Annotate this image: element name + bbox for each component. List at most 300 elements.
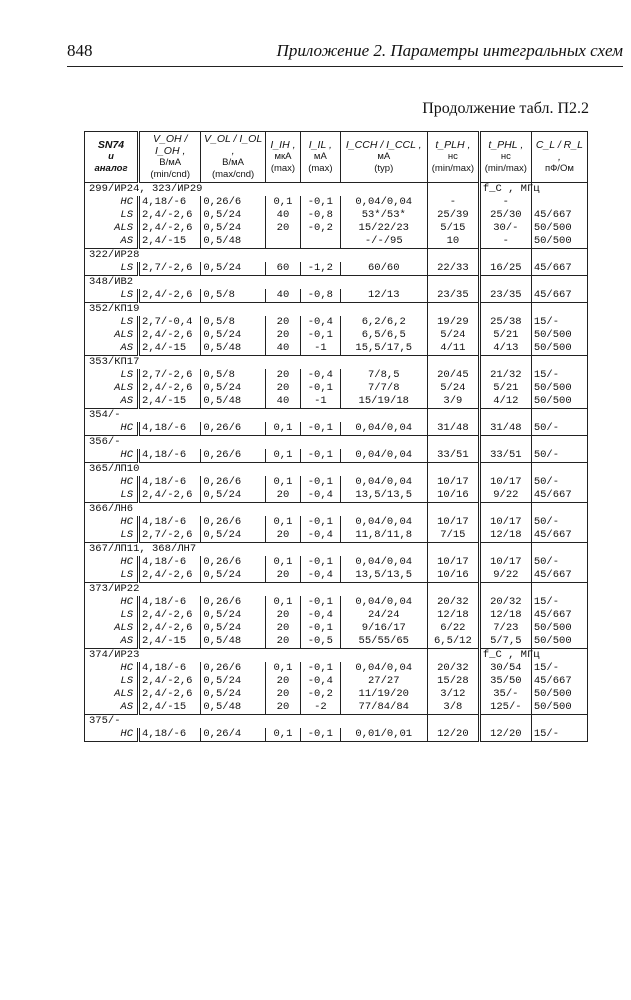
- group-name: 348/ИВ2: [85, 276, 428, 290]
- table-row: [85, 449, 588, 463]
- table-cell: 13,5/13,5: [340, 489, 427, 503]
- column-header-4: [301, 132, 340, 183]
- table-cell: 0,5/48: [201, 635, 265, 649]
- table-cell: 4,18/-6: [139, 728, 201, 742]
- table-row: [85, 209, 588, 222]
- table-cell: 0,5/8: [201, 316, 265, 329]
- table-cell: 4,18/-6: [139, 596, 201, 609]
- table-cell: 0,5/48: [201, 701, 265, 715]
- table-cell: 50/500: [531, 635, 587, 649]
- table-cell: 0,5/24: [201, 609, 265, 622]
- table-cell: 50/500: [531, 701, 587, 715]
- group-name: 367/ЛП11, 368/ЛН7: [85, 543, 428, 557]
- column-header-5: [340, 132, 427, 183]
- table-cell: 0,5/24: [201, 329, 265, 342]
- table-cell: -: [427, 196, 479, 209]
- table-cell: 15/-: [531, 369, 587, 382]
- table-cell: 0,5/8: [201, 289, 265, 303]
- series-label: HC: [85, 728, 139, 742]
- table-cell: 2,4/-2,6: [139, 622, 201, 635]
- table-cell: 6,5/12: [427, 635, 479, 649]
- page-number: 848: [67, 41, 93, 60]
- table-cell: 0,5/48: [201, 342, 265, 356]
- table-cell: 2,7/-0,4: [139, 316, 201, 329]
- table-cell: 0,5/24: [201, 222, 265, 235]
- table-cell: 50/-: [531, 449, 587, 463]
- table-cell: 0,01/0,01: [340, 728, 427, 742]
- table-cell: 0,1: [265, 662, 300, 675]
- table-cell: 2,7/-2,6: [139, 262, 201, 276]
- table-cell: 10/17: [479, 476, 531, 489]
- table-cell: -0,5: [301, 635, 340, 649]
- table-cell: 0,26/6: [201, 449, 265, 463]
- table-cell: -0,8: [301, 289, 340, 303]
- table-cell: -0,2: [301, 222, 340, 235]
- table-cell: 20: [265, 701, 300, 715]
- table-cell: 2,4/-2,6: [139, 609, 201, 622]
- table-cell: [301, 235, 340, 249]
- table-cell: 0,26/6: [201, 556, 265, 569]
- table-cell: 11,8/11,8: [340, 529, 427, 543]
- group-name: 374/ИР23: [85, 649, 428, 663]
- table-cell: 20: [265, 382, 300, 395]
- table-cell: 4,18/-6: [139, 422, 201, 436]
- table-row: [85, 529, 588, 543]
- table-cell: 45/667: [531, 609, 587, 622]
- column-header-2: [201, 132, 265, 183]
- table-cell: 25/38: [479, 316, 531, 329]
- table-cell: 20/32: [427, 662, 479, 675]
- table-cell: -0,1: [301, 556, 340, 569]
- table-cell: -0,1: [301, 516, 340, 529]
- table-cell: 12/18: [479, 609, 531, 622]
- group-title-row: [85, 183, 588, 197]
- table-cell: 0,5/24: [201, 262, 265, 276]
- table-cell: -2: [301, 701, 340, 715]
- column-header-range: (typ): [374, 163, 394, 174]
- table-cell: -0,4: [301, 569, 340, 583]
- table-cell: 15,5/17,5: [340, 342, 427, 356]
- table-cell: 0,5/24: [201, 529, 265, 543]
- table-cell: 25/30: [479, 209, 531, 222]
- table-cell: -0,1: [301, 196, 340, 209]
- group-title-row: [85, 463, 588, 477]
- table-row: [85, 489, 588, 503]
- table-cell: -: [479, 196, 531, 209]
- table-cell: 45/667: [531, 529, 587, 543]
- table-cell: 12/18: [427, 609, 479, 622]
- table-row: [85, 701, 588, 715]
- table-cell: -0,2: [301, 688, 340, 701]
- group-note: f_C , МГц: [479, 649, 531, 663]
- group-title-row: [85, 249, 588, 263]
- table-cell: 0,04/0,04: [340, 516, 427, 529]
- group-name: 373/ИР22: [85, 583, 428, 597]
- table-cell: 50/500: [531, 329, 587, 342]
- group-name: 322/ИР28: [85, 249, 428, 263]
- table-cell: -0,1: [301, 382, 340, 395]
- table-row: [85, 196, 588, 209]
- table-cell: 10/17: [427, 556, 479, 569]
- column-header-0: [85, 132, 139, 183]
- table-cell: 40: [265, 209, 300, 222]
- table-cell: 2,4/-2,6: [139, 569, 201, 583]
- table-cell: 15/-: [531, 316, 587, 329]
- column-header-range: (min/max): [431, 163, 474, 174]
- column-header-unit: В/мА: [159, 157, 182, 168]
- table-cell: 4,18/-6: [139, 476, 201, 489]
- table-cell: 2,4/-2,6: [139, 688, 201, 701]
- series-label: HC: [85, 662, 139, 675]
- column-header-sym: SN74: [97, 139, 125, 151]
- series-label: AS: [85, 395, 139, 409]
- table-cell: 3/8: [427, 701, 479, 715]
- table-cell: 0,1: [265, 476, 300, 489]
- table-cell: 2,4/-2,6: [139, 329, 201, 342]
- column-header-sym: I_CCH / I_CCL ,: [345, 139, 422, 151]
- table-cell: 4,18/-6: [139, 449, 201, 463]
- table-cell: 15/-: [531, 596, 587, 609]
- table-cell: 0,04/0,04: [340, 596, 427, 609]
- table-cell: 12/18: [479, 529, 531, 543]
- column-header-sym: I_IL ,: [308, 139, 332, 151]
- table-cell: 0,26/6: [201, 662, 265, 675]
- column-header-7: [479, 132, 531, 183]
- table-cell: 0,5/24: [201, 675, 265, 688]
- table-cell: 20/32: [479, 596, 531, 609]
- group-name: 353/КП17: [85, 356, 428, 370]
- table-cell: 6/22: [427, 622, 479, 635]
- table-cell: -0,1: [301, 596, 340, 609]
- table-row: [85, 395, 588, 409]
- column-header-unit: мкА: [274, 151, 292, 162]
- table-cell: 60/60: [340, 262, 427, 276]
- column-header-range: аналог: [94, 163, 128, 174]
- table-cell: 15/28: [427, 675, 479, 688]
- table-cell: 53*/53*: [340, 209, 427, 222]
- column-header-sym: V_OH / I_OH ,: [152, 133, 188, 157]
- table-cell: 0,1: [265, 449, 300, 463]
- column-header-sym: V_OL / I_OL ,: [203, 133, 263, 157]
- table-cell: 25/39: [427, 209, 479, 222]
- table-cell: 12/20: [479, 728, 531, 742]
- table-cell: -0,1: [301, 329, 340, 342]
- group-title-row: [85, 583, 588, 597]
- series-label: LS: [85, 316, 139, 329]
- table-cell: 50/-: [531, 556, 587, 569]
- table-cell: 4/12: [479, 395, 531, 409]
- group-name: 366/ЛН6: [85, 503, 428, 517]
- series-label: LS: [85, 289, 139, 303]
- column-header-8: [531, 132, 587, 183]
- series-label: LS: [85, 262, 139, 276]
- column-header-sym: t_PHL ,: [488, 139, 524, 151]
- table-cell: 20: [265, 569, 300, 583]
- table-cell: 12/20: [427, 728, 479, 742]
- table-cell: -0,4: [301, 529, 340, 543]
- table-row: [85, 596, 588, 609]
- table-cell: -0,1: [301, 728, 340, 742]
- table-cell: 7/23: [479, 622, 531, 635]
- table-cell: 60: [265, 262, 300, 276]
- column-header-unit: нс: [447, 151, 458, 162]
- table-cell: 40: [265, 395, 300, 409]
- table-row: [85, 556, 588, 569]
- group-title-row: [85, 543, 588, 557]
- column-header-range: (max): [308, 163, 333, 174]
- group-title-row: [85, 356, 588, 370]
- column-header-unit: пФ/Ом: [544, 163, 574, 174]
- table-cell: 33/51: [427, 449, 479, 463]
- table-cell: 7/7/8: [340, 382, 427, 395]
- series-label: HC: [85, 422, 139, 436]
- table-cell: 20: [265, 635, 300, 649]
- group-title-row: [85, 276, 588, 290]
- table-cell: 0,26/6: [201, 596, 265, 609]
- series-label: ALS: [85, 329, 139, 342]
- table-cell: -0,1: [301, 476, 340, 489]
- table-cell: 0,1: [265, 516, 300, 529]
- group-title-row: [85, 715, 588, 729]
- table-cell: 9/16/17: [340, 622, 427, 635]
- table-cell: 5/15: [427, 222, 479, 235]
- table-row: [85, 222, 588, 235]
- table-cell: 0,26/4: [201, 728, 265, 742]
- table-cell: 20: [265, 316, 300, 329]
- table-cell: -0,1: [301, 422, 340, 436]
- table-cell: -0,1: [301, 662, 340, 675]
- table-cell: 50/500: [531, 688, 587, 701]
- series-label: AS: [85, 342, 139, 356]
- table-cell: 45/667: [531, 489, 587, 503]
- series-label: AS: [85, 235, 139, 249]
- table-cell: -0,4: [301, 316, 340, 329]
- table-cell: 31/48: [479, 422, 531, 436]
- table-cell: 2,4/-2,6: [139, 289, 201, 303]
- group-name: 352/КП19: [85, 303, 428, 317]
- table-cell: 45/667: [531, 209, 587, 222]
- table-cell: 30/-: [479, 222, 531, 235]
- series-label: LS: [85, 569, 139, 583]
- table-cell: 0,04/0,04: [340, 422, 427, 436]
- table-cell: 20/32: [427, 596, 479, 609]
- table-cell: 20/45: [427, 369, 479, 382]
- table-row: [85, 289, 588, 303]
- column-header-unit: мА: [377, 151, 391, 162]
- series-label: ALS: [85, 688, 139, 701]
- table-cell: 45/667: [531, 675, 587, 688]
- table-cell: -1: [301, 342, 340, 356]
- table-cell: 33/51: [479, 449, 531, 463]
- table-cell: 3/9: [427, 395, 479, 409]
- table-cell: 23/35: [479, 289, 531, 303]
- table-cell: 20: [265, 369, 300, 382]
- table-cell: 20: [265, 489, 300, 503]
- table-cell: 2,4/-15: [139, 635, 201, 649]
- table-cell: 22/33: [427, 262, 479, 276]
- table-cell: 2,7/-2,6: [139, 369, 201, 382]
- table-row: [85, 422, 588, 436]
- column-header-unit: нс: [500, 151, 511, 162]
- table-cell: 4,18/-6: [139, 196, 201, 209]
- table-row: [85, 316, 588, 329]
- table-cell: 15/-: [531, 662, 587, 675]
- column-header-sym: t_PLH ,: [435, 139, 471, 151]
- group-title-row: [85, 409, 588, 423]
- table-cell: 27/27: [340, 675, 427, 688]
- group-title-row: [85, 303, 588, 317]
- table-cell: 20: [265, 529, 300, 543]
- column-header-unit: мА: [313, 151, 327, 162]
- series-label: ALS: [85, 382, 139, 395]
- table-cell: 10/17: [479, 556, 531, 569]
- series-label: LS: [85, 489, 139, 503]
- table-cell: 2,4/-15: [139, 235, 201, 249]
- table-cell: 50/-: [531, 422, 587, 436]
- table-cell: 50/500: [531, 395, 587, 409]
- table-cell: 0,26/6: [201, 196, 265, 209]
- table-cell: 24/24: [340, 609, 427, 622]
- table-cell: 50/500: [531, 342, 587, 356]
- table-cell: 15/19/18: [340, 395, 427, 409]
- group-name: 299/ИР24, 323/ИР29: [85, 183, 428, 197]
- table-cell: 2,4/-15: [139, 342, 201, 356]
- table-row: [85, 369, 588, 382]
- table-cell: 0,5/24: [201, 569, 265, 583]
- table-cell: 15/22/23: [340, 222, 427, 235]
- table-cell: 0,5/24: [201, 489, 265, 503]
- table-cell: 9/22: [479, 569, 531, 583]
- group-note: f_C , МГц: [479, 183, 531, 197]
- table-cell: [265, 235, 300, 249]
- series-label: HC: [85, 596, 139, 609]
- table-cell: 2,4/-2,6: [139, 222, 201, 235]
- table-cell: 0,26/6: [201, 422, 265, 436]
- table-cell: 0,5/24: [201, 688, 265, 701]
- table-cell: 0,1: [265, 556, 300, 569]
- table-cell: 2,4/-15: [139, 395, 201, 409]
- group-name: 356/-: [85, 436, 428, 450]
- table-cell: 2,4/-2,6: [139, 382, 201, 395]
- table-cell: 0,26/6: [201, 476, 265, 489]
- table-cell: 40: [265, 289, 300, 303]
- table-cell: 0,5/48: [201, 235, 265, 249]
- group-title-row: [85, 503, 588, 517]
- table-cell: 0,5/24: [201, 382, 265, 395]
- table-cell: 10/17: [427, 476, 479, 489]
- table-continuation-caption: Продолжение табл. П2.2: [422, 100, 589, 117]
- table-row: [85, 516, 588, 529]
- table-cell: 19/29: [427, 316, 479, 329]
- table-cell: 5/24: [427, 382, 479, 395]
- table-cell: 11/19/20: [340, 688, 427, 701]
- table-cell: 40: [265, 342, 300, 356]
- group-name: 365/ЛП10: [85, 463, 428, 477]
- table-cell: 4,18/-6: [139, 516, 201, 529]
- group-title-row: [85, 649, 588, 663]
- column-header-sym: I_IH ,: [270, 139, 296, 151]
- table-cell: 0,5/48: [201, 395, 265, 409]
- table-cell: 2,4/-2,6: [139, 489, 201, 503]
- table-row: [85, 235, 588, 249]
- table-cell: 50/500: [531, 622, 587, 635]
- table-cell: 35/-: [479, 688, 531, 701]
- table-cell: 0,5/24: [201, 209, 265, 222]
- column-header-6: [427, 132, 479, 183]
- table-row: [85, 342, 588, 356]
- table-cell: 23/35: [427, 289, 479, 303]
- table-cell: 20: [265, 329, 300, 342]
- table-cell: 45/667: [531, 569, 587, 583]
- table-cell: 5/7,5: [479, 635, 531, 649]
- table-cell: 30/54: [479, 662, 531, 675]
- series-label: HC: [85, 556, 139, 569]
- column-header-range: (max): [270, 163, 296, 174]
- group-name: 354/-: [85, 409, 428, 423]
- table-cell: [531, 196, 587, 209]
- table-cell: 12/13: [340, 289, 427, 303]
- table-row: [85, 675, 588, 688]
- table-cell: 2,4/-2,6: [139, 675, 201, 688]
- table-cell: 2,7/-2,6: [139, 529, 201, 543]
- table-row: [85, 476, 588, 489]
- table-cell: 3/12: [427, 688, 479, 701]
- table-cell: 20: [265, 688, 300, 701]
- column-header-3: [265, 132, 300, 183]
- table-cell: 0,5/24: [201, 622, 265, 635]
- table-cell: 0,04/0,04: [340, 449, 427, 463]
- column-header-range: (max/cnd): [211, 169, 255, 180]
- table-cell: 4/11: [427, 342, 479, 356]
- table-cell: -0,4: [301, 369, 340, 382]
- table-cell: 0,1: [265, 728, 300, 742]
- header-rule: [67, 66, 623, 67]
- table-cell: -0,1: [301, 449, 340, 463]
- table-cell: 9/22: [479, 489, 531, 503]
- table-cell: 20: [265, 622, 300, 635]
- column-header-range: (min/max): [484, 163, 527, 174]
- table-row: [85, 622, 588, 635]
- table-cell: 7/8,5: [340, 369, 427, 382]
- column-header-range: (min/cnd): [150, 169, 190, 180]
- table-cell: 10: [427, 235, 479, 249]
- table-cell: 5/24: [427, 329, 479, 342]
- page-header: [67, 41, 623, 65]
- table-cell: -/-/95: [340, 235, 427, 249]
- table-cell: 5/21: [479, 382, 531, 395]
- table-cell: 2,4/-15: [139, 701, 201, 715]
- table-row: [85, 329, 588, 342]
- series-label: HC: [85, 196, 139, 209]
- table-cell: 0,04/0,04: [340, 556, 427, 569]
- series-label: HC: [85, 516, 139, 529]
- table-cell: 0,5/8: [201, 369, 265, 382]
- table-cell: 0,04/0,04: [340, 196, 427, 209]
- table-cell: 0,1: [265, 422, 300, 436]
- page-title: Приложение 2. Параметры интегральных схем: [276, 41, 623, 60]
- table-cell: 77/84/84: [340, 701, 427, 715]
- table-cell: -1: [301, 395, 340, 409]
- series-label: HC: [85, 476, 139, 489]
- table-cell: -0,4: [301, 675, 340, 688]
- table-cell: -0,4: [301, 489, 340, 503]
- series-label: LS: [85, 529, 139, 543]
- table-cell: 50/500: [531, 382, 587, 395]
- table-cell: 10/16: [427, 569, 479, 583]
- column-header-unit: В/мА: [222, 157, 244, 168]
- table-cell: 0,04/0,04: [340, 662, 427, 675]
- series-label: LS: [85, 609, 139, 622]
